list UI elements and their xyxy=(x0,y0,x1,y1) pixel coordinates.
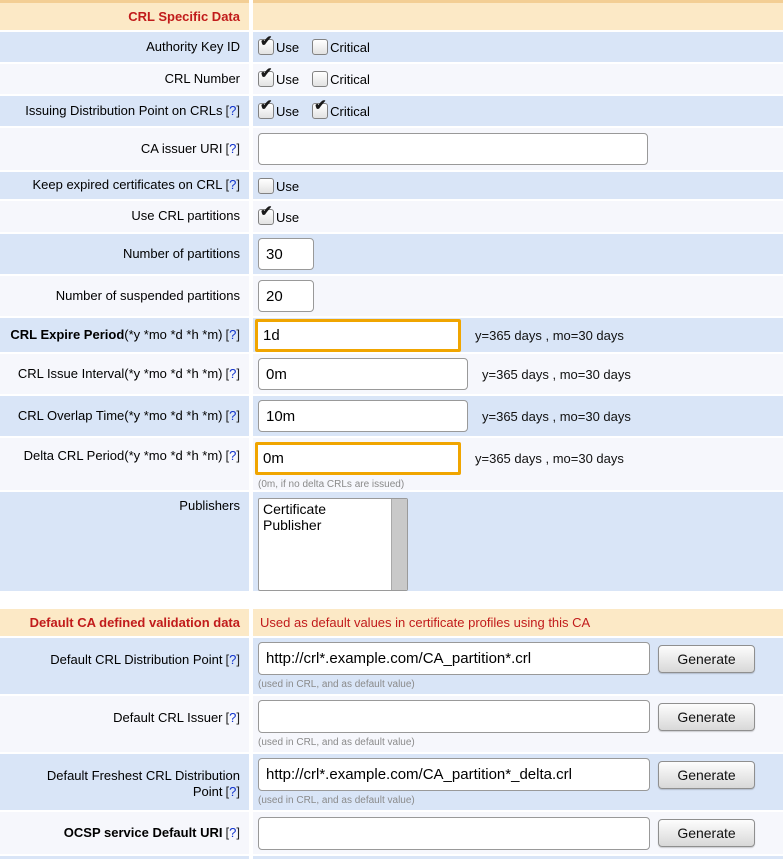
field-control-cell xyxy=(253,128,783,170)
field-label: Number of partitions xyxy=(122,245,240,261)
checkbox-label: Use xyxy=(276,40,300,55)
field-label: CRL Issue Interval(*y *mo *d *h *m) [?] xyxy=(17,365,240,381)
crl-expire-period-input[interactable] xyxy=(255,319,461,352)
period-note: y=365 days , mo=30 days xyxy=(482,408,631,424)
field-label: Issuing Distribution Point on CRLs [?] xyxy=(25,102,240,118)
table-row xyxy=(0,492,783,591)
field-label-cell xyxy=(0,96,249,126)
table-row xyxy=(0,696,783,752)
field-hint: (used in CRL, and as default value) xyxy=(258,737,415,748)
checkbox-label: Use xyxy=(276,209,300,225)
section-header-cell xyxy=(0,609,249,636)
field-label: Publishers xyxy=(179,498,240,513)
default-freshest-crl-distribution-point-input[interactable] xyxy=(258,758,650,791)
field-control-cell xyxy=(253,318,783,352)
number-of-suspended-partitions-input[interactable] xyxy=(258,280,314,312)
field-label: OCSP service Default URI [?] xyxy=(63,824,240,840)
ca-issuer-uri-input[interactable] xyxy=(258,133,648,165)
field-label: Authority Key ID xyxy=(146,38,240,54)
generate-button[interactable]: Generate xyxy=(658,819,755,847)
field-label-cell xyxy=(0,318,249,352)
field-label-cell xyxy=(0,696,249,752)
table-row xyxy=(0,354,783,394)
crl-number-critical-checkbox[interactable] xyxy=(312,71,328,87)
section-header-cell xyxy=(253,609,783,636)
table-row xyxy=(0,64,783,94)
section-header-row xyxy=(0,0,783,30)
section-title: CRL Specific Data xyxy=(128,9,240,24)
crl-issue-interval-input[interactable] xyxy=(258,358,468,390)
field-label-cell xyxy=(0,201,249,232)
section-title: Default CA defined validation data xyxy=(29,615,240,630)
field-control-cell xyxy=(253,172,783,199)
publisher-option[interactable]: Certificate Publisher xyxy=(263,501,327,533)
field-label-cell xyxy=(0,172,249,199)
field-control-cell xyxy=(253,354,783,394)
help-link[interactable]: [?] xyxy=(225,177,240,193)
field-label-cell xyxy=(0,276,249,316)
help-link[interactable]: [?] xyxy=(225,710,240,725)
table-row xyxy=(0,128,783,170)
field-label: CRL Overlap Time(*y *mo *d *h *m) [?] xyxy=(17,407,240,423)
field-label-cell xyxy=(0,234,249,274)
field-control-cell xyxy=(253,96,783,126)
help-link[interactable]: [?] xyxy=(225,784,240,800)
field-control-cell xyxy=(253,32,783,62)
default-crl-distribution-point-input[interactable] xyxy=(258,642,650,675)
section-header-row xyxy=(0,609,783,636)
section-header-cell xyxy=(0,0,249,30)
checkbox-label: Critical xyxy=(330,104,370,119)
field-hint: (0m, if no delta CRLs are issued) xyxy=(258,479,405,490)
section-spacer xyxy=(0,593,783,609)
authority-key-id-use-checkbox[interactable] xyxy=(258,33,274,55)
field-label-cell xyxy=(0,812,249,854)
listbox-scrollbar[interactable] xyxy=(391,499,407,590)
field-label: Keep expired certificates on CRL [?] xyxy=(32,177,240,193)
idp-on-crls-use-checkbox[interactable] xyxy=(258,97,274,119)
number-of-partitions-input[interactable] xyxy=(258,238,314,270)
delta-crl-period-input[interactable] xyxy=(255,442,461,475)
field-label: Delta CRL Period(*y *mo *d *h *m) [?] xyxy=(23,448,240,463)
help-link[interactable]: [?] xyxy=(225,824,240,840)
field-label: Default CRL Distribution Point [?] xyxy=(50,652,240,667)
checkbox-label: Use xyxy=(276,104,300,119)
table-row xyxy=(0,96,783,126)
table-row xyxy=(0,438,783,490)
field-label-cell xyxy=(0,354,249,394)
help-link[interactable]: [?] xyxy=(225,102,240,118)
table-row xyxy=(0,234,783,274)
use-crl-partitions-use-checkbox[interactable] xyxy=(258,202,274,225)
table-row xyxy=(0,812,783,854)
field-label: CRL Expire Period(*y *mo *d *h *m) [?] xyxy=(10,326,240,342)
help-link[interactable]: [?] xyxy=(225,448,240,463)
generate-button[interactable]: Generate xyxy=(658,645,755,673)
field-label-cell xyxy=(0,754,249,810)
field-control-cell xyxy=(253,438,783,490)
help-link[interactable]: [?] xyxy=(225,326,240,342)
field-hint: (used in CRL, and as default value) xyxy=(258,795,415,806)
field-label: Default CRL Issuer [?] xyxy=(113,710,240,725)
table-row xyxy=(0,754,783,810)
field-control-cell xyxy=(253,754,783,810)
field-label-cell xyxy=(0,492,249,591)
check-icon: ✔ xyxy=(260,97,273,114)
field-label-cell xyxy=(0,438,249,490)
check-icon: ✔ xyxy=(260,65,273,82)
field-control-cell xyxy=(253,696,783,752)
period-note: y=365 days , mo=30 days xyxy=(475,327,624,343)
help-link[interactable]: [?] xyxy=(225,407,240,423)
generate-button[interactable]: Generate xyxy=(658,761,755,789)
field-label: Use CRL partitions xyxy=(131,208,240,224)
field-control-cell xyxy=(253,638,783,694)
help-link[interactable]: [?] xyxy=(225,365,240,381)
publishers-listbox[interactable] xyxy=(258,498,408,591)
check-icon: ✔ xyxy=(260,202,273,220)
field-label-cell xyxy=(0,32,249,62)
table-row xyxy=(0,396,783,436)
field-control-cell xyxy=(253,201,783,232)
field-control-cell xyxy=(253,396,783,436)
field-label: CRL Number xyxy=(164,70,240,86)
generate-button[interactable]: Generate xyxy=(658,703,755,731)
table-row xyxy=(0,638,783,694)
period-note: y=365 days , mo=30 days xyxy=(482,366,631,382)
ocsp-service-default-uri-input[interactable] xyxy=(258,817,650,850)
field-control-cell xyxy=(253,492,783,591)
field-label-cell xyxy=(0,638,249,694)
field-label: CA issuer URI [?] xyxy=(140,140,240,156)
default-crl-issuer-input[interactable] xyxy=(258,700,650,733)
table-row xyxy=(0,32,783,62)
field-control-cell xyxy=(253,276,783,316)
field-label: Number of suspended partitions xyxy=(55,287,240,303)
table-row xyxy=(0,172,783,199)
table-row xyxy=(0,318,783,352)
field-label-cell xyxy=(0,64,249,94)
field-control-cell xyxy=(253,64,783,94)
section-header-cell xyxy=(253,0,783,30)
section-subtitle: Used as default values in certificate profiles using this CA xyxy=(260,615,591,630)
table-row xyxy=(0,276,783,316)
field-label-cell xyxy=(0,396,249,436)
table-row xyxy=(0,201,783,232)
field-hint: (used in CRL, and as default value) xyxy=(258,679,415,690)
default-validation-data-section xyxy=(0,609,783,859)
field-label-cell xyxy=(0,128,249,170)
field-control-cell xyxy=(253,812,783,854)
checkbox-label: Use xyxy=(276,72,300,87)
field-label: Default Freshest CRL Distribution Point [?] xyxy=(46,768,240,800)
keep-expired-certs-use-checkbox[interactable] xyxy=(258,178,274,194)
help-link[interactable]: [?] xyxy=(225,652,240,667)
check-icon: ✔ xyxy=(260,33,273,50)
field-control-cell xyxy=(253,234,783,274)
check-icon: ✔ xyxy=(314,97,327,114)
crl-number-use-checkbox[interactable] xyxy=(258,65,274,87)
checkbox-label: Critical xyxy=(330,72,370,87)
checkbox-label: Critical xyxy=(330,40,370,55)
idp-on-crls-critical-checkbox[interactable] xyxy=(312,97,328,119)
period-note: y=365 days , mo=30 days xyxy=(475,451,624,466)
crl-overlap-time-input[interactable] xyxy=(258,400,468,432)
authority-key-id-critical-checkbox[interactable] xyxy=(312,39,328,55)
help-link[interactable]: [?] xyxy=(225,140,240,156)
checkbox-label: Use xyxy=(276,178,300,194)
